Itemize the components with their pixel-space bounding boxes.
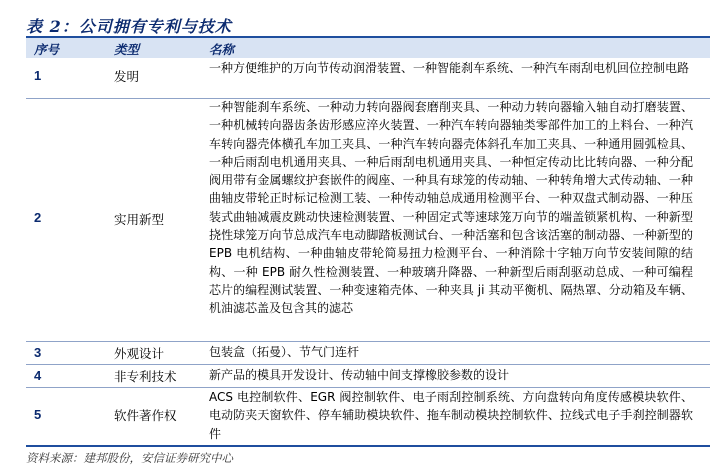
table-row [26, 365, 710, 386]
header-num: 序号 [34, 42, 60, 57]
row-number: 4 [34, 368, 42, 383]
row-number: 5 [34, 407, 42, 422]
row-name: 一种方便维护的万向节传动润滑装置、一种智能刹车系统、一种汽车雨刮电机回位控制电路 [209, 61, 690, 75]
table-row [26, 97, 710, 340]
bottom-rule [26, 445, 710, 447]
row-name: 新产品的模具开发设计、传动轴中间支撑橡胶参数的设计 [209, 368, 510, 382]
table-row [26, 342, 710, 363]
table-row [26, 57, 710, 97]
table-row [26, 387, 710, 444]
header-type: 类型 [114, 42, 140, 57]
row-type: 外观设计 [114, 346, 165, 361]
source-note: 资料来源：建邦股份，安信证券研究中心 [26, 451, 233, 465]
row-number: 2 [34, 210, 42, 225]
row-number: 1 [34, 68, 42, 83]
row-type: 非专利技术 [114, 369, 177, 384]
header-name: 名称 [209, 42, 235, 57]
row-number: 3 [34, 345, 42, 360]
row-name: 一种智能刹车系统、一种动力转向器阀套磨削夹具、一种动力转向器输入轴自动打磨装置、一种机械转向器齿条齿形感应淬火装置、一种汽车转向器轴类零部件加工的上料台、一种汽车转向器壳体横孔车加工夹具、一种汽车转向器壳体斜孔车加工夹具、一种通用圆弧检具、一种后雨刮电机通用夹具、一种后雨刮电机通用夹具、一种恒定传动比比转向器、一种分配阀用带有金属螺纹护套嵌件的阀座、一种具有球笼的传动轴、一种转角增大式传动轴、一种曲轴皮带轮正时标记检测工装、一种传动轴总成通用检测平台、一种双盘式制动器、一种压装式曲轴减震皮跳动快速检测装置、一种固定式等速球笼万向节的端盖锁紧机构、一种新型挠性球笼万向节总成汽车电动脚踏板测试台、一种活塞和包含该活塞的制动器、一种新型的 EPB 电机结构、一种曲轴皮带轮简易扭力检测平台、一种消除十字轴万向节安装间隙的结构、一种 EPB 耐久性检测装置、一种玻璃升降器、一种新型后雨刮驱动总成、一种可编程芯片的编程测试装置、一种变速箱壳体、一种夹具 ji 其动平衡机、隔热罩、分动箱及车辆、机油滤芯盖及包含其的滤芯 [209, 100, 693, 316]
table-title: 表 2：公司拥有专利与技术 [26, 17, 232, 36]
row-type: 发明 [114, 69, 140, 84]
row-type: 软件著作权 [114, 408, 177, 423]
row-name: ACS 电控制软件、EGR 阀控制软件、电子雨刮控制系统、方向盘转向角度传感模块软件、电动防夹天窗软件、停车辅助模块软件、拖车制动模块控制软件、拉线式电子手刹控制器软件 [209, 390, 693, 441]
table-header [26, 38, 710, 58]
row-type: 实用新型 [114, 212, 165, 227]
row-name: 包装盒（拓曼）、节气门连杆 [209, 345, 360, 359]
